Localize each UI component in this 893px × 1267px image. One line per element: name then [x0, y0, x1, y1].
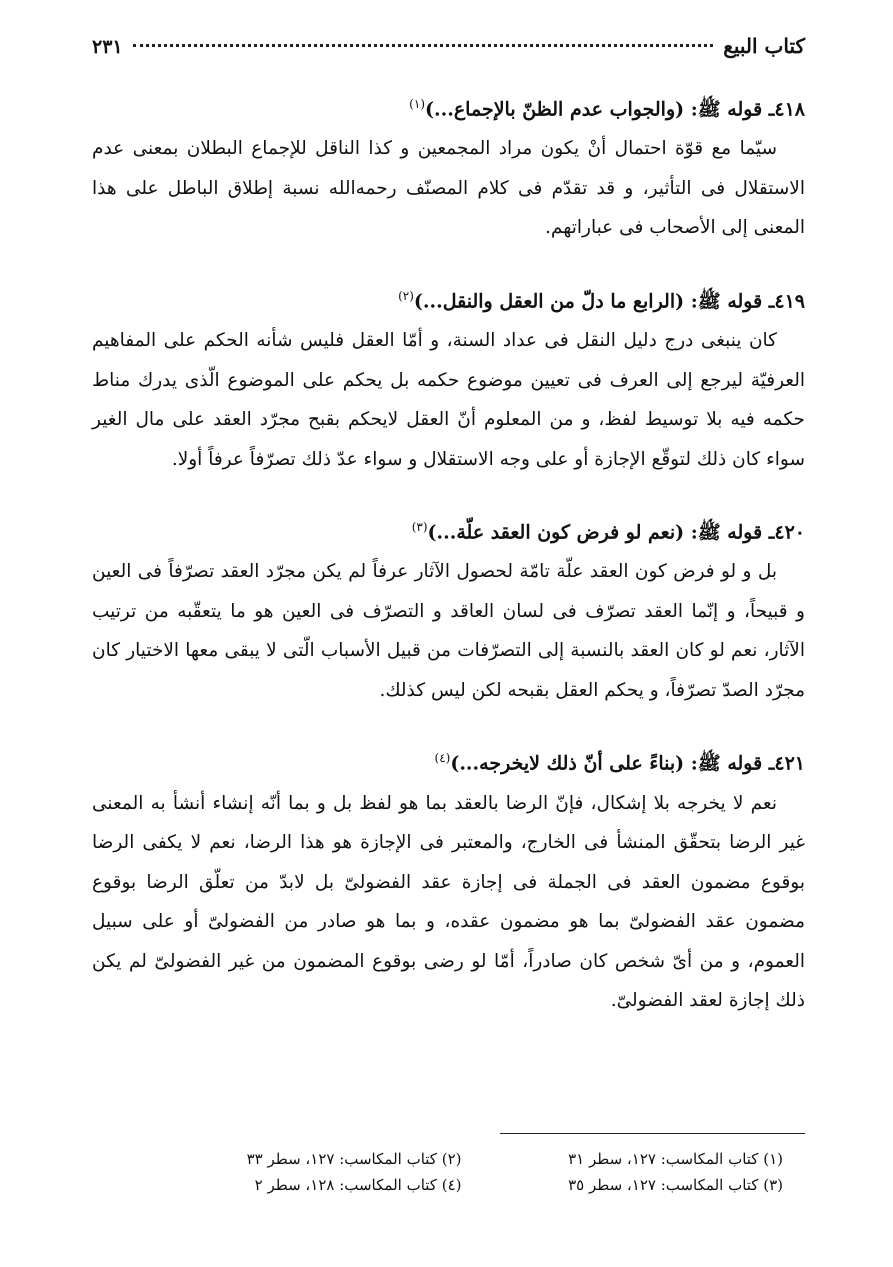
section-paragraph: سيّما مع قوّة احتمال أنْ يكون مراد المجمعين و كذا الناقل للإجماع البطلان بمعنى عدم الاستقلال فى التأثير، و قد تقدّم فى كلام المصنّف رحمه‌الله نسبة إطلاق الباطل على هذا المعنى إلى الأصحاب فى عباراتهم.	[92, 138, 805, 239]
book-title: كتاب البيع	[723, 34, 805, 58]
section-heading	[92, 84, 805, 129]
heading-text: ٤١٨ـ قوله ﷺ: (والجواب عدم الظنّ بالإجماع...)	[425, 98, 805, 121]
section-paragraph: نعم لا يخرجه بلا إشكال، فإنّ الرضا بالعقد بما هو لفظ بل و بما أنّه إنشاء أنشأ به المعنى غير الرضا بتحقّق المنشأ فى الخارج، والمعتبر فى الإجازة هو هذا الرضا، نعم لا يكفى الرضا بوقوع مضمون العقد فى الجملة فى إجازة عقد الفضولىّ بل لابدّ من تعلّق الرضا بوقوع مضمون عقد الفضولىّ بما هو مضمون عقده، و بما هو صادر من الفضولىّ أو على سبيل العموم، و من أىّ شخص كان صادراً، أمّا لو رضى بوقوع المضمون من غير الفضولىّ لم يكن ذلك إجازة لعقد الفضولىّ.	[92, 792, 805, 1012]
footnote-3: (٣) كتاب المكاسب: ١٢٧، سطر ٣٥	[568, 1176, 783, 1194]
page-body	[92, 84, 805, 1049]
section-418	[92, 84, 805, 248]
section-421	[92, 738, 805, 1020]
heading-text: ٤٢٠ـ قوله ﷺ: (نعم لو فرض كون العقد علّة...)	[427, 521, 805, 544]
section-419	[92, 276, 805, 479]
footnote-4: (٤) كتاب المكاسب: ١٢٨، سطر ٢	[254, 1176, 462, 1194]
footnote-ref: (٢)	[398, 288, 414, 303]
section-heading	[92, 276, 805, 321]
footnote-ref: (٣)	[411, 520, 428, 535]
page-number: ٢٣١	[92, 36, 123, 58]
section-heading	[92, 507, 805, 552]
section-paragraph: كان ينبغى درج دليل النقل فى عداد السنة، و أمّا العقل فليس شأنه الحكم على المفاهيم العرفيّة ليرجع إلى العرف فى تعيين موضوع حكمه بل يحكم على الموضوع الّذى يدرك مناط حكمه فيه بلا توسيط لفظ، و من المعلوم أنّ العقل لايحكم بقبح مجرّد العقد على مال الغير سواء كان ذلك لتوقّع الإجازة أو على وجه الاستقلال و سواء عدّ ذلك تصرّفاً عرفاً أولا.	[92, 330, 805, 470]
section-heading	[92, 738, 805, 783]
running-header	[92, 34, 805, 58]
section-paragraph: بل و لو فرض كون العقد علّة تامّة لحصول الآثار عرفاً لم يكن مجرّد العقد تصرّفاً فى العين و قبيحاً، و إنّما العقد تصرّف فى لسان العاقد و التصرّف فى العين هو ما يتعقّبه من ترتيب الآثار، نعم لو كان العقد بالنسبة إلى التصرّفات من قبيل الأسباب الّتى لا يبقى معها الاختيار كان مجرّد الصدّ تصرّفاً، و يحكم العقل بقبحه لكن ليس كذلك.	[92, 561, 805, 701]
heading-text: ٤١٩ـ قوله ﷺ: (الرابع ما دلّ من العقل والنقل...)	[413, 290, 805, 313]
dot-leader	[133, 44, 714, 47]
footnote-divider	[500, 1133, 805, 1134]
heading-text: ٤٢١ـ قوله ﷺ: (بناءً على أنّ ذلك لايخرجه...)	[450, 752, 805, 775]
footnotes	[180, 1148, 783, 1196]
section-420	[92, 507, 805, 710]
footnote-2: (٢) كتاب المكاسب: ١٢٧، سطر ٣٣	[246, 1150, 462, 1168]
footnote-1: (١) كتاب المكاسب: ١٢٧، سطر ٣١	[568, 1150, 783, 1168]
footnote-ref: (١)	[409, 97, 425, 111]
footnote-ref: (٤)	[434, 751, 451, 766]
